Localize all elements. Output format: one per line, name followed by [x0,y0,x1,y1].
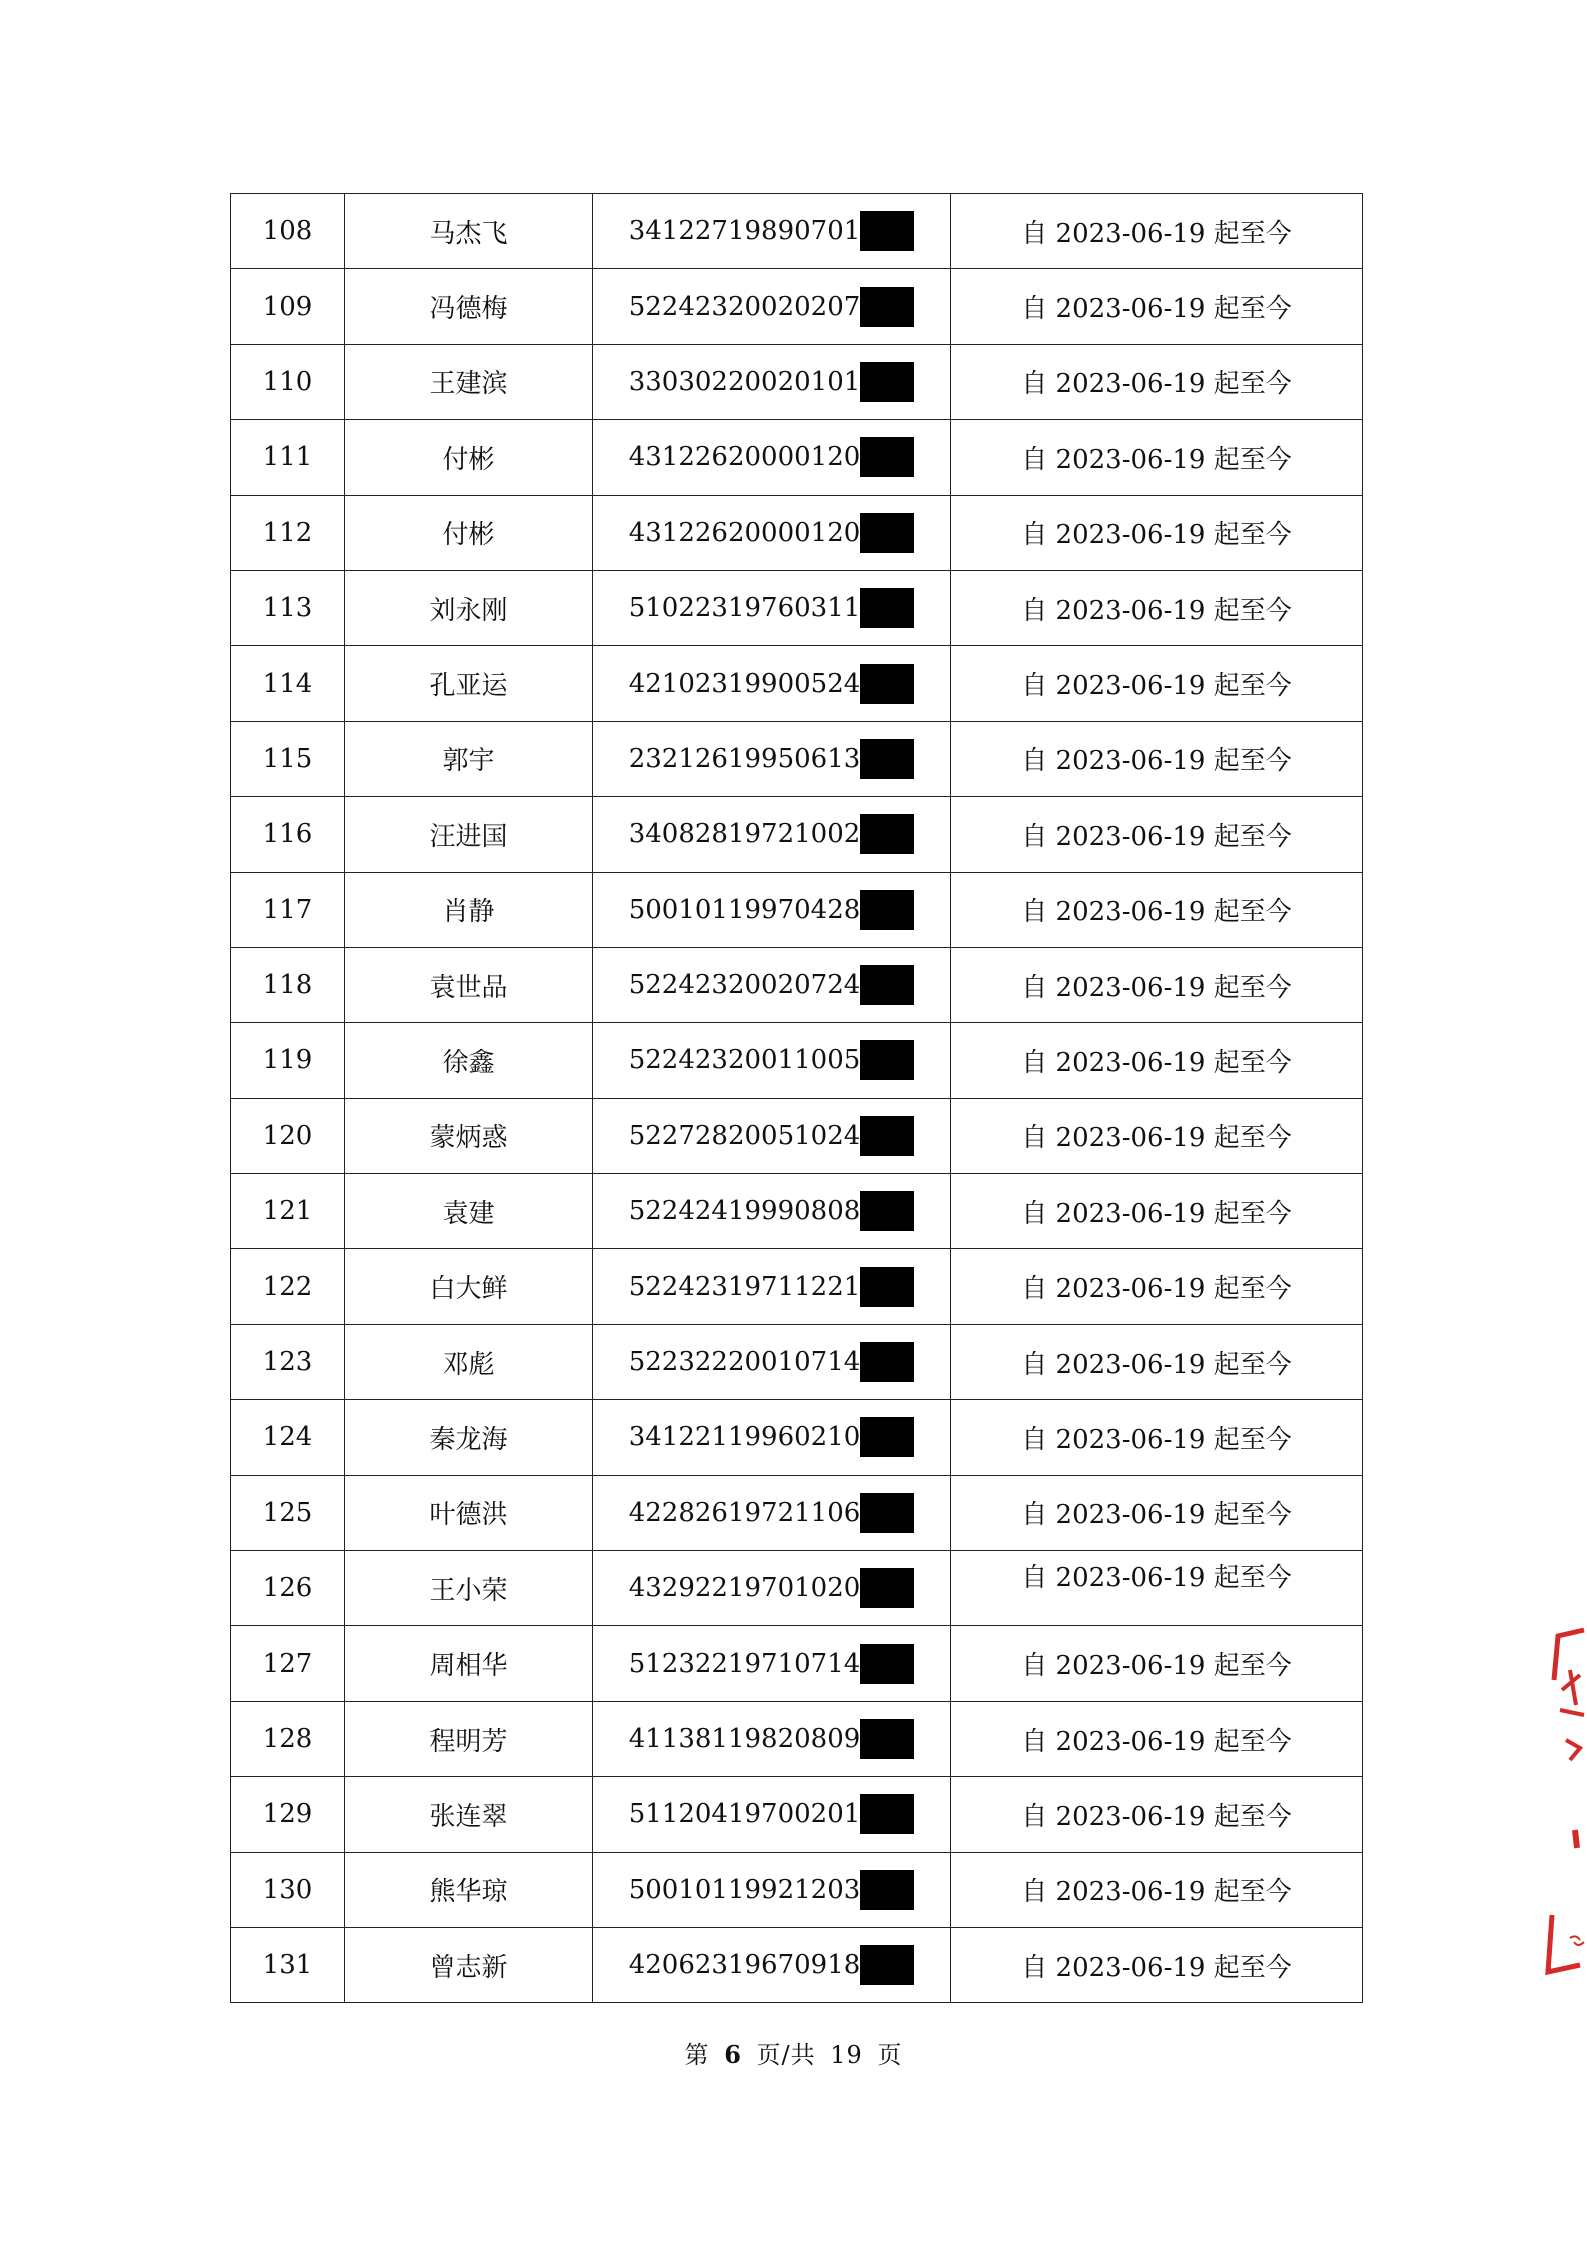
period-cell [951,1475,1363,1550]
id-number-cell [593,1475,951,1550]
period-text: 自 2023-06-19 起至今 [1021,746,1292,777]
redaction-block [860,814,914,854]
person-name: 徐鑫 [345,1023,593,1098]
id-number: 43122620000120 [628,442,861,473]
footer-middle: 页/共 [756,2041,816,2069]
period-text: 自 2023-06-19 起至今 [1021,1877,1292,1908]
redaction-block [860,1040,914,1080]
period-cell [951,420,1363,495]
id-number: 42062319670918 [628,1950,861,1981]
table-row [231,1626,1363,1701]
table-row [231,570,1363,645]
redaction-block [860,1417,914,1457]
period-text: 自 2023-06-19 起至今 [1021,1726,1292,1757]
redaction-block [860,1342,914,1382]
current-page-number: 6 [724,2040,742,2069]
person-name: 熊华琼 [345,1852,593,1927]
id-number-cell [593,872,951,947]
period-text: 自 2023-06-19 起至今 [1021,1952,1292,1983]
row-number: 125 [231,1475,345,1550]
table-row [231,269,1363,344]
redaction-block [860,890,914,930]
id-number: 51022319760311 [628,593,861,624]
redaction-block [860,1267,914,1307]
period-text: 自 2023-06-19 起至今 [1021,1801,1292,1832]
id-number-cell [593,194,951,269]
row-number: 128 [231,1701,345,1776]
row-number: 126 [231,1551,345,1626]
table-row [231,1701,1363,1776]
person-name: 付彬 [345,495,593,570]
period-cell [951,646,1363,721]
id-number: 52242319711221 [628,1271,861,1302]
table-row [231,1777,1363,1852]
period-cell [951,1400,1363,1475]
id-number: 52242320020724 [628,970,861,1001]
row-number: 121 [231,1174,345,1249]
table-row [231,1852,1363,1927]
person-name: 冯德梅 [345,269,593,344]
id-number: 51232219710714 [628,1648,861,1679]
id-number: 34122719890701 [628,216,861,247]
period-text: 自 2023-06-19 起至今 [1021,520,1292,551]
period-cell [951,947,1363,1022]
id-number-cell [593,1777,951,1852]
row-number: 111 [231,420,345,495]
period-cell [951,1852,1363,1927]
period-cell [951,194,1363,269]
person-name: 秦龙海 [345,1400,593,1475]
id-number-cell [593,1174,951,1249]
period-text: 自 2023-06-19 起至今 [1021,595,1292,626]
period-cell [951,344,1363,419]
person-name: 王小荣 [345,1551,593,1626]
person-name: 周相华 [345,1626,593,1701]
period-cell [951,1023,1363,1098]
row-number: 112 [231,495,345,570]
person-name: 郭宇 [345,721,593,796]
total-pages: 19 [830,2041,863,2069]
id-number-cell [593,1626,951,1701]
row-number: 113 [231,570,345,645]
id-number-cell [593,721,951,796]
id-number-cell [593,797,951,872]
period-cell [951,570,1363,645]
period-text: 自 2023-06-19 起至今 [1021,1349,1292,1380]
period-text: 自 2023-06-19 起至今 [1021,1424,1292,1455]
id-number-cell [593,1023,951,1098]
row-number: 109 [231,269,345,344]
redaction-block [860,1870,914,1910]
period-cell [951,872,1363,947]
row-number: 129 [231,1777,345,1852]
period-cell [951,1174,1363,1249]
person-name: 肖静 [345,872,593,947]
table-body [231,194,1363,2003]
period-text: 自 2023-06-19 起至今 [1021,1563,1292,1594]
row-number: 124 [231,1400,345,1475]
table-row [231,1400,1363,1475]
table-row [231,872,1363,947]
id-number-cell [593,1551,951,1626]
redaction-block [860,1116,914,1156]
personnel-table [230,193,1363,2003]
row-number: 115 [231,721,345,796]
id-number: 42282619721106 [628,1497,861,1528]
red-seal-fragment [1540,1620,1587,1980]
table-row [231,1927,1363,2002]
id-number: 52242320020207 [628,291,861,322]
id-number-cell [593,269,951,344]
period-text: 自 2023-06-19 起至今 [1021,1500,1292,1531]
id-number: 41138119820809 [628,1724,861,1754]
period-cell [951,269,1363,344]
period-cell [951,1777,1363,1852]
period-text: 自 2023-06-19 起至今 [1021,1198,1292,1229]
person-name: 马杰飞 [345,194,593,269]
row-number: 123 [231,1324,345,1399]
id-number: 52242419990808 [628,1196,861,1227]
id-number-cell [593,570,951,645]
redaction-block [860,965,914,1005]
period-text: 自 2023-06-19 起至今 [1021,897,1292,928]
row-number: 108 [231,194,345,269]
period-text: 自 2023-06-19 起至今 [1021,294,1292,325]
footer-prefix: 第 [684,2041,710,2069]
table-row [231,420,1363,495]
period-text: 自 2023-06-19 起至今 [1021,1651,1292,1682]
period-cell [951,721,1363,796]
person-name: 刘永刚 [345,570,593,645]
person-name: 蒙炳惑 [345,1098,593,1173]
period-cell [951,797,1363,872]
period-cell [951,1551,1363,1626]
id-number-cell [593,1249,951,1324]
person-name: 孔亚运 [345,646,593,721]
id-number: 50010119921203 [628,1874,861,1905]
id-number-cell [593,1701,951,1776]
table-row [231,1324,1363,1399]
table-row [231,1249,1363,1324]
table-row [231,947,1363,1022]
footer-suffix: 页 [877,2041,903,2069]
redaction-block [860,513,914,553]
id-number: 33030220020101 [628,366,861,397]
table-row [231,1098,1363,1173]
id-number: 52272820051024 [628,1120,861,1151]
table-row [231,721,1363,796]
period-text: 自 2023-06-19 起至今 [1021,218,1292,249]
table-row [231,1174,1363,1249]
row-number: 116 [231,797,345,872]
redaction-block [860,664,914,704]
row-number: 119 [231,1023,345,1098]
person-name: 袁建 [345,1174,593,1249]
row-number: 131 [231,1927,345,2002]
redaction-block [860,1191,914,1231]
redaction-block [860,1719,914,1759]
table-row [231,1551,1363,1626]
redaction-block [860,1568,914,1608]
period-text: 自 2023-06-19 起至今 [1021,1047,1292,1078]
row-number: 117 [231,872,345,947]
id-number-cell [593,1324,951,1399]
id-number-cell [593,495,951,570]
redaction-block [860,1644,914,1684]
period-text: 自 2023-06-19 起至今 [1021,821,1292,852]
id-number: 23212619950613 [628,743,861,774]
period-text: 自 2023-06-19 起至今 [1021,369,1292,400]
period-text: 自 2023-06-19 起至今 [1021,444,1292,475]
period-text: 自 2023-06-19 起至今 [1021,671,1292,702]
table-row [231,344,1363,419]
row-number: 130 [231,1852,345,1927]
id-number-cell [593,1400,951,1475]
id-number-cell [593,1852,951,1927]
table-row [231,646,1363,721]
id-number: 50010119970428 [628,894,861,925]
id-number-cell [593,646,951,721]
table-row [231,495,1363,570]
person-name: 程明芳 [345,1701,593,1776]
period-cell [951,1249,1363,1324]
person-name: 白大鲜 [345,1249,593,1324]
person-name: 袁世品 [345,947,593,1022]
row-number: 118 [231,947,345,1022]
redaction-block [860,1794,914,1834]
person-name: 张连翠 [345,1777,593,1852]
id-number: 43292219701020 [628,1573,861,1604]
period-text: 自 2023-06-19 起至今 [1021,1274,1292,1305]
redaction-block [860,1945,914,1985]
period-text: 自 2023-06-19 起至今 [1021,972,1292,1003]
person-name: 叶德洪 [345,1475,593,1550]
table-row [231,797,1363,872]
row-number: 120 [231,1098,345,1173]
period-cell [951,1626,1363,1701]
id-number: 34122119960210 [628,1422,861,1453]
period-cell [951,495,1363,570]
table-row [231,194,1363,269]
id-number: 42102319900524 [628,668,861,699]
redaction-block [860,287,914,327]
redaction-block [860,1493,914,1533]
id-number-cell [593,344,951,419]
id-number-cell [593,1927,951,2002]
id-number: 52232220010714 [628,1347,861,1378]
id-number-cell [593,1098,951,1173]
redaction-block [860,588,914,628]
period-text: 自 2023-06-19 起至今 [1021,1123,1292,1154]
id-number: 51120419700201 [628,1799,861,1830]
id-number-cell [593,947,951,1022]
person-name: 付彬 [345,420,593,495]
redaction-block [860,211,914,251]
redaction-block [860,739,914,779]
table-row [231,1475,1363,1550]
row-number: 122 [231,1249,345,1324]
redaction-block [860,362,914,402]
person-name: 汪进国 [345,797,593,872]
person-name: 邓彪 [345,1324,593,1399]
page-footer [0,2035,1587,2070]
row-number: 110 [231,344,345,419]
period-cell [951,1098,1363,1173]
table-row [231,1023,1363,1098]
id-number-cell [593,420,951,495]
row-number: 127 [231,1626,345,1701]
id-number: 34082819721002 [628,819,861,850]
redaction-block [860,437,914,477]
id-number: 43122620000120 [628,517,861,548]
period-cell [951,1927,1363,2002]
period-cell [951,1324,1363,1399]
period-cell [951,1701,1363,1776]
id-number: 52242320011005 [628,1045,861,1076]
row-number: 114 [231,646,345,721]
person-name: 曾志新 [345,1927,593,2002]
person-name: 王建滨 [345,344,593,419]
